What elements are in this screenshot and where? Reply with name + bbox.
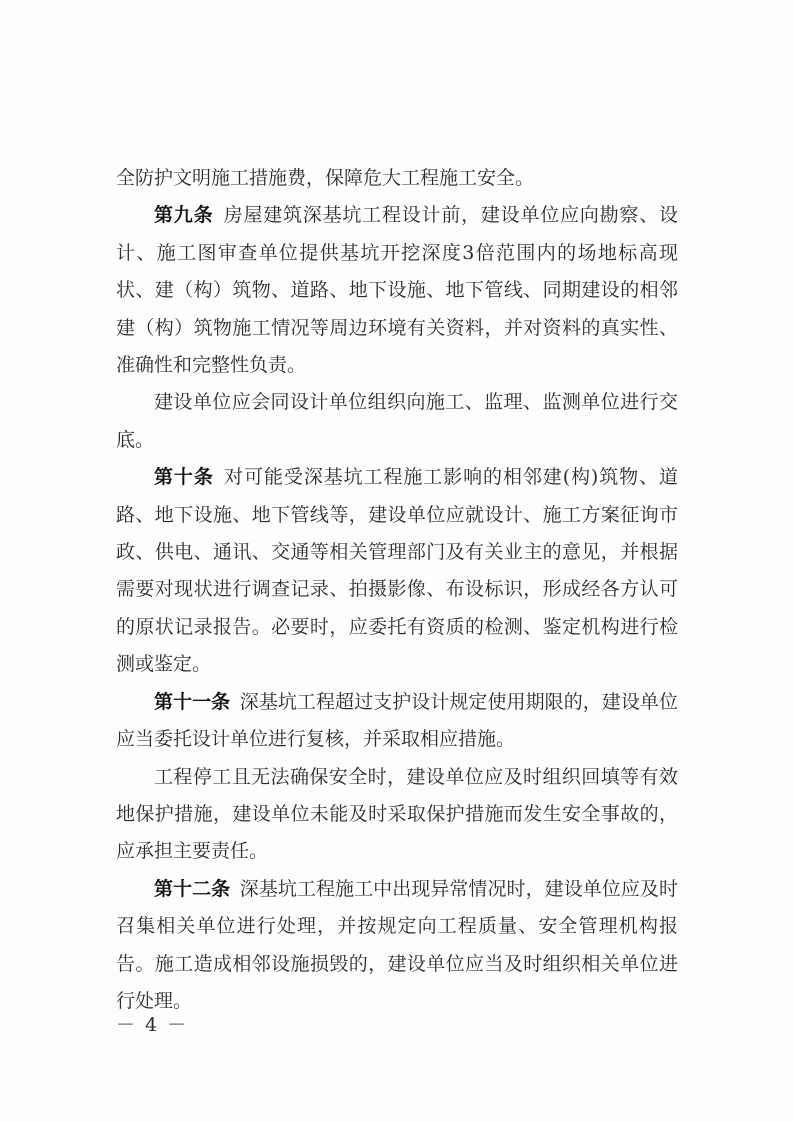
paragraph-text: 全防护文明施工措施费，保障危大工程施工安全。: [116, 167, 535, 189]
paragraph-text: 深基坑工程施工中出现异常情况时，建设单位应及时召集相关单位进行处理，并按规定向工程质量、安全管理机构报告。施工造成相邻设施损毁的，建设单位应当及时组织相关单位进行处理。: [116, 877, 678, 1012]
article-9-paragraph: [116, 197, 678, 384]
article-9-sub-paragraph: [116, 384, 678, 459]
article-heading: 第十条: [154, 466, 214, 489]
article-11-paragraph: [116, 684, 678, 759]
paragraph-text: 工程停工且无法确保安全时，建设单位应及时组织回填等有效地保护措施，建设单位未能及时采取保护措施而发生安全事故的，应承担主要责任。: [116, 765, 678, 863]
page-number: － 4 －: [116, 1014, 189, 1036]
paragraph-text: 建设单位应会同设计单位组织向施工、监理、监测单位进行交底。: [116, 391, 678, 451]
paragraph-text: 深基坑工程超过支护设计规定使用期限的，建设单位应当委托设计单位进行复核，并采取相应措施。: [116, 690, 678, 751]
article-heading: 第十一条: [154, 690, 231, 713]
article-heading: 第十二条: [154, 877, 231, 900]
article-12-paragraph: [116, 871, 678, 1021]
paragraph-text: 房屋建筑深基坑工程设计前，建设单位应向勘察、设计、施工图审查单位提供基坑开挖深度3倍范围内的场地标高现状、建（构）筑物、道路、地下设施、地下管线、同期建设的相邻建（构）筑物施工情况等周边环境有关资料，并对资料的真实性、准确性和完整性负责。: [116, 204, 678, 377]
document-body: [116, 160, 678, 1020]
paragraph-continuation: [116, 160, 678, 197]
paragraph-text: 对可能受深基坑工程施工影响的相邻建(构)筑物、道路、地下设施、地下管线等，建设单位应就设计、施工方案征询市政、供电、通讯、交通等相关管理部门及有关业主的意见，并根据需要对现状进行调查记录、拍摄影像、布设标识，形成经各方认可的原状记录报告。必要时，应委托有资质的检测、鉴定机构进行检测或鉴定。: [116, 466, 678, 676]
article-heading: 第九条: [154, 204, 214, 227]
article-11-sub-paragraph: [116, 759, 678, 871]
article-10-paragraph: [116, 459, 678, 683]
